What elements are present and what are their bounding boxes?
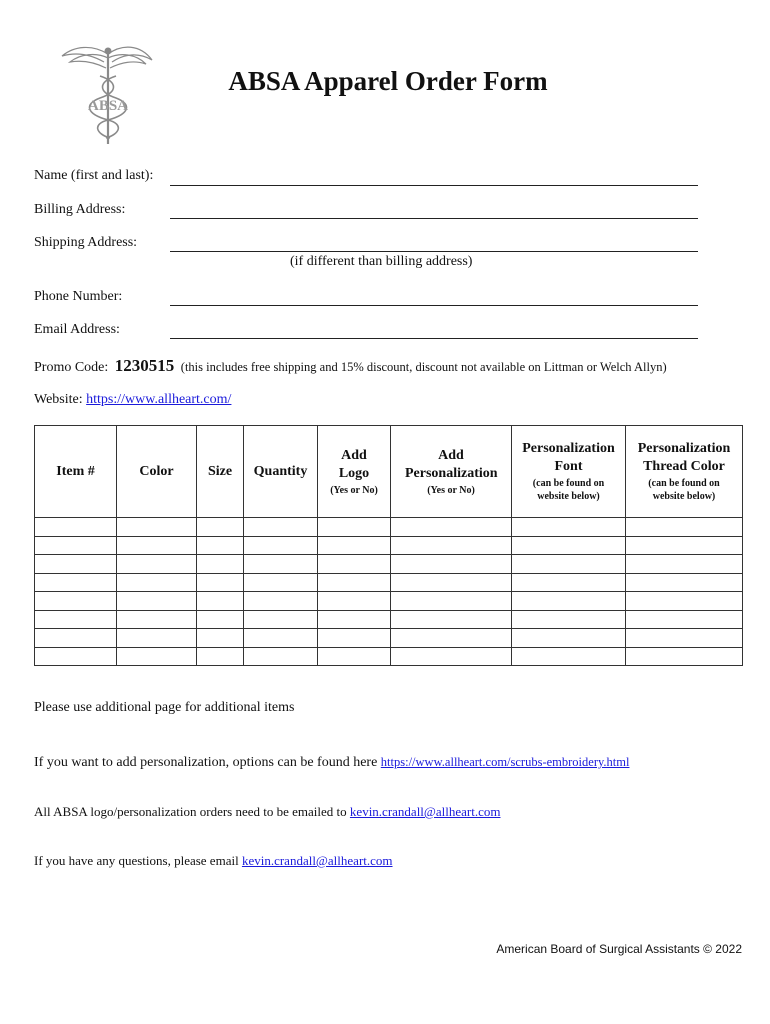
table-cell[interactable] bbox=[391, 592, 512, 611]
table-cell[interactable] bbox=[197, 592, 244, 611]
table-cell[interactable] bbox=[512, 573, 626, 592]
promo-code: 1230515 bbox=[114, 356, 175, 375]
table-cell[interactable] bbox=[244, 629, 318, 648]
table-cell[interactable] bbox=[318, 555, 391, 574]
promo-label: Promo Code: bbox=[34, 360, 109, 375]
page-title: ABSA Apparel Order Form bbox=[228, 66, 548, 96]
table-cell[interactable] bbox=[626, 610, 743, 629]
header-thread-color: Personalization Thread Color (can be found on website below) bbox=[626, 426, 743, 518]
table-cell[interactable] bbox=[244, 555, 318, 574]
table-cell[interactable] bbox=[244, 647, 318, 666]
table-header-row bbox=[35, 426, 743, 518]
table-cell[interactable] bbox=[35, 555, 117, 574]
email-orders-note: All ABSA logo/personalization orders need to be emailed to kevin.crandall@allheart.com bbox=[34, 804, 501, 819]
table-cell[interactable] bbox=[197, 647, 244, 666]
table-row bbox=[35, 592, 743, 611]
table-cell[interactable] bbox=[626, 647, 743, 666]
header-personalization-font: Personalization Font (can be found on website below) bbox=[512, 426, 626, 518]
table-cell[interactable] bbox=[318, 536, 391, 555]
table-cell[interactable] bbox=[35, 629, 117, 648]
shipping-address-field[interactable] bbox=[170, 251, 698, 252]
shipping-address-label: Shipping Address: bbox=[34, 235, 138, 250]
billing-address-field[interactable] bbox=[170, 218, 698, 219]
table-cell[interactable] bbox=[391, 647, 512, 666]
table-row bbox=[35, 555, 743, 574]
personalization-note: If you want to add personalization, options can be found here https://www.allheart.com/scrubs-embroidery.html bbox=[34, 755, 630, 770]
table-cell[interactable] bbox=[117, 555, 197, 574]
email-label: Email Address: bbox=[34, 322, 120, 337]
table-row bbox=[35, 573, 743, 592]
table-cell[interactable] bbox=[391, 610, 512, 629]
table-cell[interactable] bbox=[197, 629, 244, 648]
table-cell[interactable] bbox=[35, 610, 117, 629]
questions-email-link[interactable]: kevin.crandall@allheart.com bbox=[241, 853, 393, 868]
table-cell[interactable] bbox=[244, 536, 318, 555]
table-cell[interactable] bbox=[512, 610, 626, 629]
table-cell[interactable] bbox=[117, 518, 197, 537]
shipping-note: (if different than billing address) bbox=[290, 254, 473, 269]
phone-label: Phone Number: bbox=[34, 289, 123, 304]
table-cell[interactable] bbox=[117, 610, 197, 629]
table-cell[interactable] bbox=[197, 536, 244, 555]
table-cell[interactable] bbox=[244, 518, 318, 537]
table-cell[interactable] bbox=[197, 555, 244, 574]
order-table bbox=[34, 425, 743, 666]
website-label: Website: bbox=[34, 392, 83, 407]
table-cell[interactable] bbox=[117, 592, 197, 611]
table-cell[interactable] bbox=[391, 573, 512, 592]
promo-line bbox=[34, 356, 667, 376]
table-cell[interactable] bbox=[117, 573, 197, 592]
website-link[interactable]: https://www.allheart.com/ bbox=[86, 392, 232, 407]
name-label: Name (first and last): bbox=[34, 168, 154, 183]
phone-field[interactable] bbox=[170, 305, 698, 306]
website-line bbox=[34, 392, 231, 408]
table-cell[interactable] bbox=[626, 536, 743, 555]
table-cell[interactable] bbox=[626, 573, 743, 592]
table-cell[interactable] bbox=[35, 647, 117, 666]
table-cell[interactable] bbox=[117, 629, 197, 648]
questions-note: If you have any questions, please email kevin.crandall@allheart.com bbox=[34, 853, 393, 868]
table-row bbox=[35, 518, 743, 537]
email-field[interactable] bbox=[170, 338, 698, 339]
table-cell[interactable] bbox=[244, 573, 318, 592]
table-cell[interactable] bbox=[318, 629, 391, 648]
table-cell[interactable] bbox=[626, 555, 743, 574]
table-cell[interactable] bbox=[35, 592, 117, 611]
table-row bbox=[35, 536, 743, 555]
table-cell[interactable] bbox=[318, 592, 391, 611]
table-cell[interactable] bbox=[117, 647, 197, 666]
table-cell[interactable] bbox=[35, 573, 117, 592]
table-cell[interactable] bbox=[197, 610, 244, 629]
header-add-logo: Add Logo (Yes or No) bbox=[318, 426, 391, 518]
header-size: Size bbox=[197, 426, 244, 518]
table-row bbox=[35, 610, 743, 629]
table-cell[interactable] bbox=[391, 555, 512, 574]
table-row bbox=[35, 629, 743, 648]
additional-page-note: Please use additional page for additional items bbox=[34, 700, 295, 715]
table-cell[interactable] bbox=[197, 518, 244, 537]
table-cell[interactable] bbox=[244, 610, 318, 629]
billing-address-label: Billing Address: bbox=[34, 202, 126, 217]
table-cell[interactable] bbox=[35, 518, 117, 537]
table-cell[interactable] bbox=[512, 629, 626, 648]
footer-copyright: American Board of Surgical Assistants © 2022 bbox=[496, 942, 742, 956]
table-cell[interactable] bbox=[197, 573, 244, 592]
table-cell[interactable] bbox=[318, 647, 391, 666]
header-add-personalization: Add Personalization (Yes or No) bbox=[391, 426, 512, 518]
table-cell[interactable] bbox=[391, 536, 512, 555]
header-color: Color bbox=[117, 426, 197, 518]
table-cell[interactable] bbox=[512, 518, 626, 537]
table-cell[interactable] bbox=[512, 647, 626, 666]
table-cell[interactable] bbox=[35, 536, 117, 555]
orders-email-link[interactable]: kevin.crandall@allheart.com bbox=[349, 804, 501, 819]
svg-text:ABSA: ABSA bbox=[87, 98, 129, 114]
table-cell[interactable] bbox=[626, 629, 743, 648]
table-cell[interactable] bbox=[318, 518, 391, 537]
table-cell[interactable] bbox=[512, 555, 626, 574]
embroidery-link[interactable]: https://www.allheart.com/scrubs-embroidery.html bbox=[380, 755, 630, 769]
table-cell[interactable] bbox=[244, 592, 318, 611]
table-row bbox=[35, 647, 743, 666]
table-cell[interactable] bbox=[391, 629, 512, 648]
table-cell[interactable] bbox=[391, 518, 512, 537]
header-quantity: Quantity bbox=[244, 426, 318, 518]
header-item: Item # bbox=[35, 426, 117, 518]
table-cell[interactable] bbox=[626, 592, 743, 611]
table-cell[interactable] bbox=[626, 518, 743, 537]
name-field[interactable] bbox=[170, 185, 698, 186]
table-cell[interactable] bbox=[512, 592, 626, 611]
promo-description: (this includes free shipping and 15% discount, discount not available on Littman or Welch Allyn) bbox=[180, 360, 667, 374]
table-cell[interactable] bbox=[117, 536, 197, 555]
table-cell[interactable] bbox=[318, 573, 391, 592]
table-cell[interactable] bbox=[318, 610, 391, 629]
table-cell[interactable] bbox=[512, 536, 626, 555]
